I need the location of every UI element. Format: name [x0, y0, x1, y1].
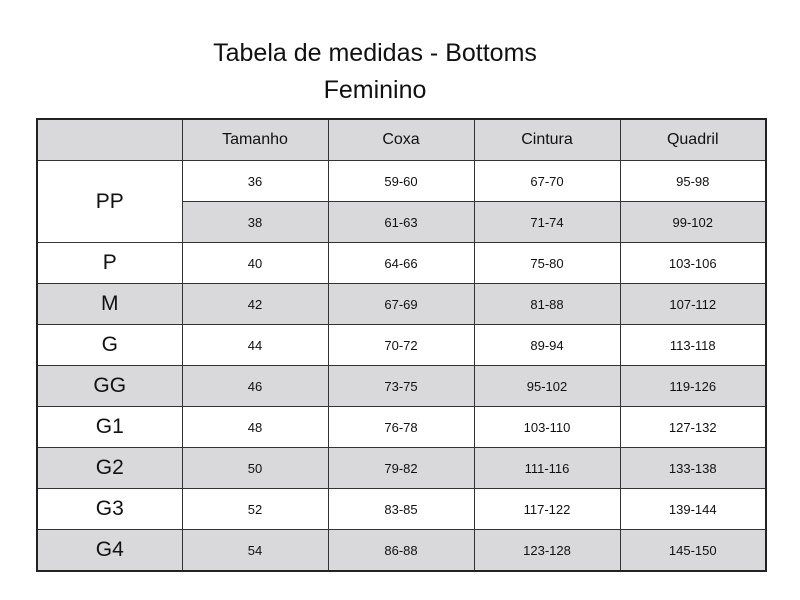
tamanho-cell: 46 — [182, 366, 328, 407]
cintura-cell: 89-94 — [474, 325, 620, 366]
coxa-cell: 86-88 — [328, 530, 474, 572]
quadril-cell: 113-118 — [620, 325, 766, 366]
size-label-cell: G4 — [37, 530, 182, 572]
table-row — [37, 366, 766, 407]
tamanho-cell: 48 — [182, 407, 328, 448]
tamanho-cell: 50 — [182, 448, 328, 489]
quadril-cell: 127-132 — [620, 407, 766, 448]
quadril-cell: 99-102 — [620, 202, 766, 243]
quadril-cell: 103-106 — [620, 243, 766, 284]
table-row — [37, 284, 766, 325]
coxa-cell: 67-69 — [328, 284, 474, 325]
coxa-cell: 83-85 — [328, 489, 474, 530]
coxa-cell: 73-75 — [328, 366, 474, 407]
quadril-cell: 139-144 — [620, 489, 766, 530]
table-row — [37, 407, 766, 448]
header-cell-tamanho: Tamanho — [182, 119, 328, 161]
coxa-cell: 70-72 — [328, 325, 474, 366]
quadril-cell: 133-138 — [620, 448, 766, 489]
table-row — [37, 530, 766, 572]
quadril-cell: 145-150 — [620, 530, 766, 572]
header-cell-quadril: Quadril — [620, 119, 766, 161]
size-label-cell: G — [37, 325, 182, 366]
cintura-cell: 123-128 — [474, 530, 620, 572]
coxa-cell: 59-60 — [328, 161, 474, 202]
header-cell-coxa: Coxa — [328, 119, 474, 161]
size-label-cell: M — [37, 284, 182, 325]
table-row — [37, 325, 766, 366]
tamanho-cell: 44 — [182, 325, 328, 366]
cintura-cell: 75-80 — [474, 243, 620, 284]
quadril-cell: 95-98 — [620, 161, 766, 202]
size-label-cell: GG — [37, 366, 182, 407]
table-row — [37, 489, 766, 530]
cintura-cell: 71-74 — [474, 202, 620, 243]
coxa-cell: 76-78 — [328, 407, 474, 448]
cintura-cell: 111-116 — [474, 448, 620, 489]
title-line-2: Feminino — [323, 76, 427, 104]
size-label-cell: G2 — [37, 448, 182, 489]
tamanho-cell: 36 — [182, 161, 328, 202]
tamanho-cell: 42 — [182, 284, 328, 325]
cintura-cell: 81-88 — [474, 284, 620, 325]
size-label-cell: P — [37, 243, 182, 284]
table-row — [37, 161, 766, 202]
coxa-cell: 61-63 — [328, 202, 474, 243]
table-row — [37, 243, 766, 284]
cintura-cell: 103-110 — [474, 407, 620, 448]
cintura-cell: 117-122 — [474, 489, 620, 530]
coxa-cell: 79-82 — [328, 448, 474, 489]
cintura-cell: 95-102 — [474, 366, 620, 407]
cintura-cell: 67-70 — [474, 161, 620, 202]
tamanho-cell: 38 — [182, 202, 328, 243]
coxa-cell: 64-66 — [328, 243, 474, 284]
size-label-cell: G3 — [37, 489, 182, 530]
title-line-1: Tabela de medidas - Bottoms — [213, 39, 537, 67]
tamanho-cell: 52 — [182, 489, 328, 530]
table-row — [37, 448, 766, 489]
header-cell-cintura: Cintura — [474, 119, 620, 161]
tamanho-cell: 40 — [182, 243, 328, 284]
tamanho-cell: 54 — [182, 530, 328, 572]
table-header-row — [37, 119, 766, 161]
quadril-cell: 107-112 — [620, 284, 766, 325]
size-label-cell: G1 — [37, 407, 182, 448]
size-chart-table — [36, 118, 767, 572]
quadril-cell: 119-126 — [620, 366, 766, 407]
header-cell-blank — [37, 119, 182, 161]
size-label-cell: PP — [37, 161, 182, 243]
